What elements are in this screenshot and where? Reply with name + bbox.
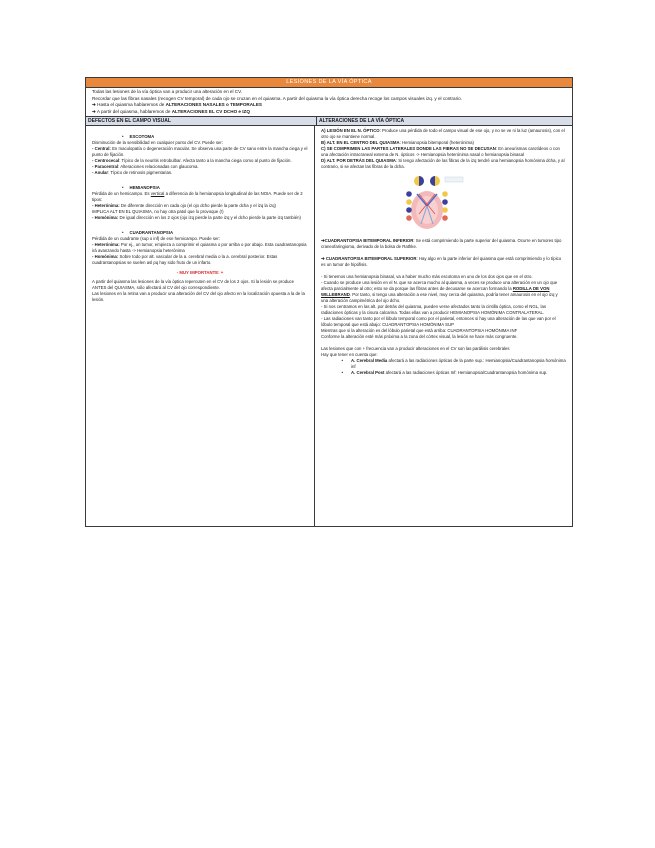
paragraph: Conforme la alteración esté más próxima a la zona del córtex visual, la lesión se hace más congruente. [321,334,518,340]
intro-line: Todas las lesiones de la vía óptica van a producir una alteración en el CV. [92,89,242,94]
bullet-icon: • [341,358,343,364]
column-headers [86,117,572,126]
intro-arrow-item [92,102,568,109]
paragraph: - Si tenemos una hemianopsia binasal, va a haber mucho más escotoma en uno de los dos ojos que en el otro. [321,274,533,280]
item-c: C) SE COMPRIMEN LAS PARTES LATERALES DONDE LAS FIBRAS NO SE DECUSAN: En aneurismas carotídeos o con una afectación intracraneal externa de N. ópticos -> Hemianopsia heterónima nasal o hemianopsia binasal [321,146,560,158]
arrow-icon: ➔ [321,238,325,244]
item-a: A) LESIÓN EN EL N. ÓPTICO: Produce una pérdida de todo el campo visual de ese ojo, y no se ve ni la luz (amaurosis), con el otro ojo se mantiene normal. [321,128,565,140]
left-column [86,126,315,526]
paragraph: Mientras que si la alteración es del lóbulo parietal que está arriba: CUADRANTOPSIA HOMÓNIMA INF [321,328,518,334]
bullet-icon: • [341,370,343,376]
paragraph: Hay que tener en cuenta que: [321,352,378,358]
intro-line: Recordar que las fibras nasales (recogen CV temporal) de cada ojo se cruzan en el quiasma. A partir del quiasma la vía óptica derecha recoge los campos visuales izq. y el contrario. [92,95,462,101]
cuadrantanopsia-definition: Pérdida de un cuadrante (sup o inf) de ese hemicampo. Puede ser: [92,236,221,242]
paragraph-rodilla: - Cuando se produce una lesión en el N. que se acerca mucho al quiasma, a veces se produce una alteración en un ojo que afecta parcialmente al otro; esto se da porque las fibras antes de decusarse se acercan formando la RODILLA DE VON WILLEBRAND. Por tanto, si tengo una alteración a ese nivel, muy cerca del quiasma, podría tener amaurosis en el ojo izq y una alteración campimétrica del ojo dcho. [321,280,558,304]
paragraph: Las lesiones que con + frecuencia van a producir alteraciones en el CV son las parálisis cerebrales [321,346,510,352]
document-title: LESIONES DE LA VÍA ÓPTICA [86,78,572,88]
intro-section [86,88,572,117]
hemianopsia-homonima: - Homónima: De igual dirección en los 2 ojos (ojo izq pierde la parte izq y el dcho pierde la parte izq también) [92,215,301,221]
arrow-text: Hasta el quiasma hablaremos de [97,102,166,108]
cuadrantanopsia-heteronima: - Heterónima: Por ej., un tumor, empieza a comprimir el quiasma o por arriba o por abajo. Esta cuadrantanopsia irá avanzando hasta -> Hemianopsia heterónima [92,242,307,254]
arrow-icon: ➔ [92,102,96,108]
list-item: • A. Cerebral Media afectará a las radiaciones ópticas de la parte sup.: Hemianopsia/Cuadrantanopsia homónima inf [321,358,566,370]
important-note: - MUY IMPORTANTE: + [176,270,224,276]
header-right: ALTERACIONES DE LA VÍA ÓPTICA [319,118,405,125]
arrow-text: A partir del quiasma, hablaremos de [96,108,172,114]
document-table [85,77,573,527]
paragraph: - Si nos centramos en las alt. por detrás del quiasma, pueden verse afectados tanto la cintilla óptica, como el NGL, las radiaciones ópticas y la cisura calcarina. Todas ellas van a producir HEMIANOPSIA HOMÓNIMA CONTRALATERAL. [321,304,546,316]
visual-pathway-diagram [401,174,471,232]
escotoma-central: - Central: En maculopatía o degeneración macular. Se observa una parte de CV sano entre la mancha ciega y el punto de fijación. [92,146,308,158]
escotoma-definition: Disminución de la sensibilidad en cualquier punto del CV. Puede ser: [92,140,223,146]
hemianopsia-implica: IMPLICA ALT EN EL QUIASMA, no hay otra patol que lo provoque (!) [92,209,224,215]
header-left: DEFECTOS EN EL CAMPO VISUAL [86,117,317,125]
section-title-cuadrantanopsia: • CUADRANTANOPSIA [122,230,174,236]
section-title-hemianopsia: • HEMIANOPSIA [122,185,160,191]
list-item: • A. Cerebral Post afectará a las radiaciones ópticas Inf: Hemianopsia/Cuadrantanopsia homónima sup. [321,370,566,376]
cuadrantanopsia-homonima: - Homónima: Sobre todo por alt. vascular de la a. cerebral media o la a. cerebral posterior. Estas cuadrantanopsias se suelen asl pq hay sido fruto de un infarto. [92,254,278,266]
paragraph: A partir del quiasma las lesiones de la vía óptica repercuten en el CV de los 2 ojos. Si la lesión se produce ANTES del QUIASMA, sólo afectará al CV del ojo correspondiente. [92,279,295,291]
paragraph: Las lesiones en la retina van a producir una alteración del CV del ojo afecto en la localización opuesta a la de la lesión. [92,291,305,303]
intro-arrow-item [92,109,568,116]
paragraph: - Las radiaciones van tanto por el lóbulo temporal como por el parietal, entonces si hay una alteración de las que van por el lóbulo temporal que está abajo: CUADRANTOPSIA HOMÓNIMA SUP [321,316,556,328]
item-b: B) ALT. EN EL CENTRO DEL QUIASMA: Hemianopsia bitemporal (heterónima) [321,140,474,146]
arrow-bold: ALTERACIONES NASALES o TEMPORALES [165,102,262,108]
columns [86,126,572,526]
item-d: D) ALT. POR DETRÁS DEL QUIASMA: Si tengo afectación de las fibras de la izq tendré una hemianopsia homónima dcha, y al contrario, si se afectan las fibras de la dcha. [321,158,565,170]
section-title-escotoma: • ESCOTOMA [122,134,155,140]
arrow-icon: ➔ [321,256,325,262]
escotoma-paracentral: - Paracentral: Alteraciones relacionadas con glaucoma. [92,164,199,170]
hemianopsia-definition: Pérdida de un hemicampo. Es vertical a diferencia de la hemianopsia longitudinal de las NOIA. Puede ser de 2 tipos: [92,191,303,203]
escotoma-centrocecal: - Centrocecal: Típico de la neuritis retrobulbar. Afecta tanto a la mancha ciega como al punto de fijación. [92,158,292,164]
cuadrantopsia-bitemporal-superior: ➔ CUADRANTOPSIA BITEMPORAL SUPERIOR: Hay algo en la parte inferior del quiasma que está comprimiendo y lo típico es un tumor de hipófisis. [321,256,562,268]
right-column [315,126,572,526]
arrow-icon: ➔ [92,108,96,114]
escotoma-anular: - Anular: Típico de retinosis pigmentarias. [92,170,173,176]
arrow-bold: ALTERACIONES EL CV DCHO e IZQ [171,108,250,114]
cuadrantopsia-bitemporal-inferior: ➔CUADRANTOPSIA BITEMPORAL INFERIOR: Se está comprimiendo la parte superior del quiasma. Ocurre en tumores tipo craneofaringioma, derivado de la bolsa de Rathke. [321,238,562,250]
hemianopsia-heteronima: - Heterónima: De diferente dirección en cada ojo (el ojo dcho pierde la parte dcha y el izq la izq) [92,203,276,209]
